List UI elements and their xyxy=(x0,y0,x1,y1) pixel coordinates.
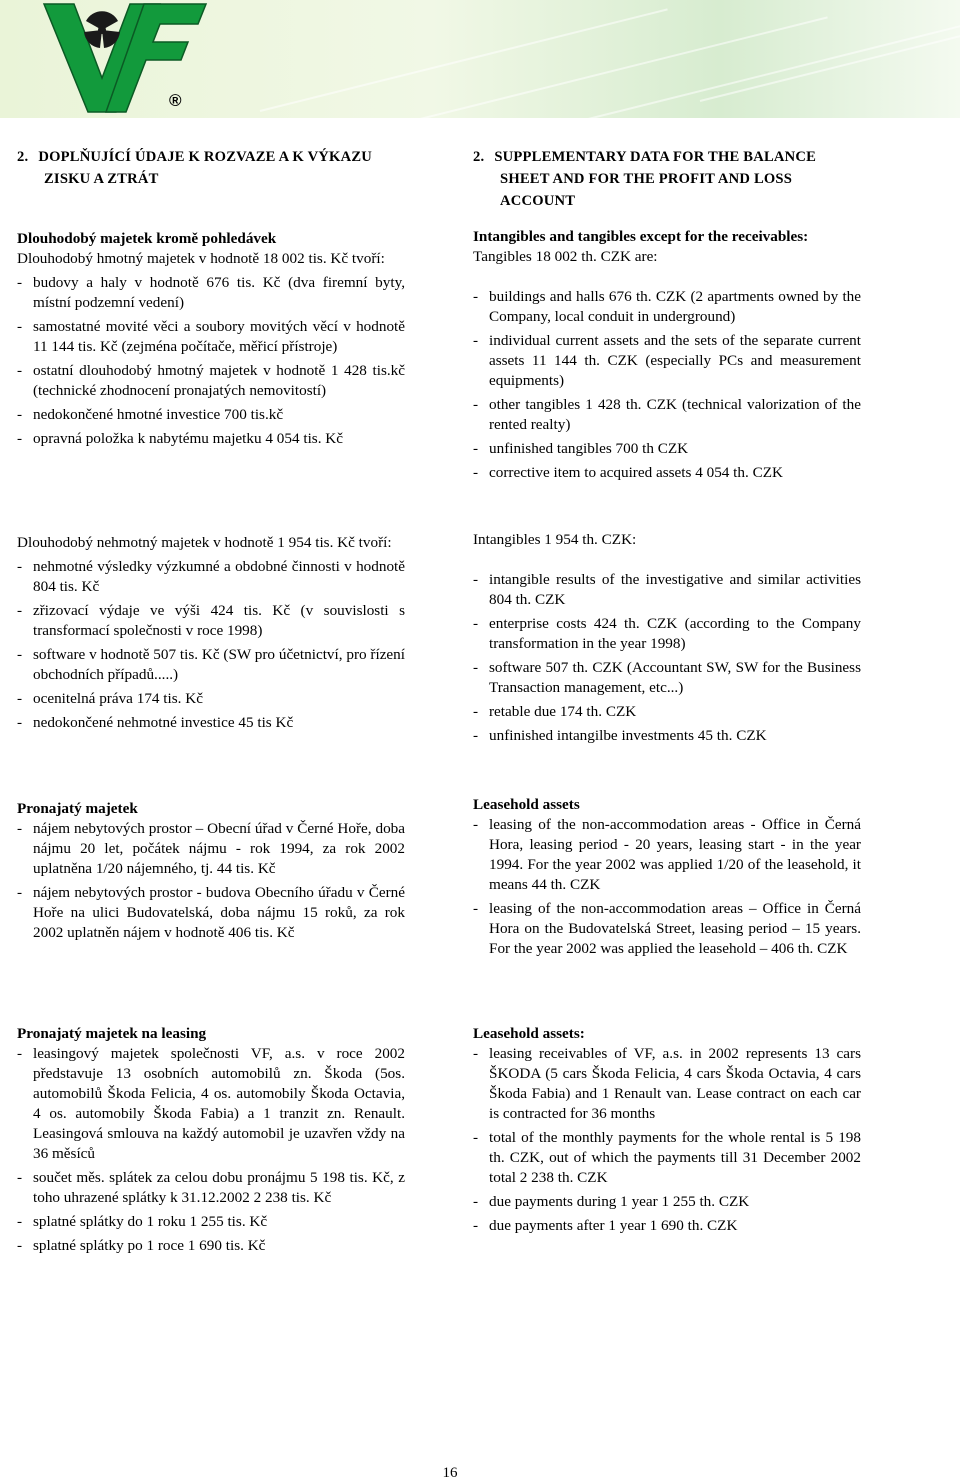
list-item: - opravná položka k nabytému majetku 4 054 tis. Kč xyxy=(17,429,405,449)
right-tangibles-intro: Tangibles 18 002 th. CZK are: xyxy=(473,248,658,265)
right-leasehold-section xyxy=(473,795,861,959)
page-number: 16 xyxy=(442,1465,458,1481)
list-item: - zřizovací výdaje ve výši 424 tis. Kč (v souvislosti s transformací společnosti v roce 1998) xyxy=(17,601,405,641)
left-section-title: 2. DOPLŇUJÍCÍ ÚDAJE K ROZVAZE A K VÝKAZU ZISKU A ZTRÁT xyxy=(17,149,373,187)
list-item: - nedokončené nehmotné investice 45 tis Kč xyxy=(17,713,405,733)
right-leasehold-list xyxy=(473,815,861,959)
right-leasing-heading: Leasehold assets: xyxy=(473,1025,585,1042)
list-item: - corrective item to acquired assets 4 054 th. CZK xyxy=(473,463,861,483)
list-item: - splatné splátky po 1 roce 1 690 tis. Kč xyxy=(17,1236,405,1256)
left-leased-list xyxy=(17,819,405,943)
left-leased-heading: Pronajatý majetek xyxy=(17,800,138,817)
left-tangibles-list xyxy=(17,273,405,449)
list-item: - total of the monthly payments for the whole rental is 5 198 th. CZK, out of which the payments till 31 December 2002 total 2 238 th. CZK xyxy=(473,1128,861,1188)
left-intangibles-list xyxy=(17,557,405,733)
left-intangibles-section xyxy=(17,533,405,733)
list-item: - nehmotné výsledky výzkumné a obdobné činnosti v hodnotě 804 tis. Kč xyxy=(17,557,405,597)
left-leasing-heading: Pronajatý majetek na leasing xyxy=(17,1025,207,1042)
list-item: - due payments after 1 year 1 690 th. CZK xyxy=(473,1216,861,1236)
left-intangibles-intro: Dlouhodobý nehmotný majetek v hodnotě 1 954 tis. Kč tvoří: xyxy=(17,534,392,551)
left-leased-section xyxy=(17,799,405,943)
list-item: - budovy a haly v hodnotě 676 tis. Kč (dva firemní byty, místní podzemní vedení) xyxy=(17,273,405,313)
list-item: - retable due 174 th. CZK xyxy=(473,702,861,722)
right-section-title: 2. SUPPLEMENTARY DATA FOR THE BALANCE SHEET AND FOR THE PROFIT AND LOSS ACCOUNT xyxy=(473,149,817,209)
list-item: - leasing receivables of VF, a.s. in 2002 represents 13 cars ŠKODA (5 cars Škoda Felicia, 4 cars Škoda Octavia, 4 cars Škoda Fabia) and 1 Renault van. Lease contract on each car is contracted for 36 months xyxy=(473,1044,861,1124)
right-tangibles-section xyxy=(473,227,861,483)
right-tangibles-list xyxy=(473,287,861,483)
list-item: - ostatní dlouhodobý hmotný majetek v hodnotě 1 428 tis.kč (technické zhodnocení pronajatých nemovitostí) xyxy=(17,361,405,401)
left-tangibles-intro: Dlouhodobý hmotný majetek v hodnotě 18 002 tis. Kč tvoří: xyxy=(17,250,385,267)
list-item: - due payments during 1 year 1 255 th. CZK xyxy=(473,1192,861,1212)
list-item: - buildings and halls 676 th. CZK (2 apartments owned by the Company, local conduit in underground) xyxy=(473,287,861,327)
left-tangibles-heading: Dlouhodobý majetek kromě pohledávek xyxy=(17,230,277,247)
left-leasing-section xyxy=(17,1024,405,1256)
right-intangibles-section xyxy=(473,530,861,746)
header-banner xyxy=(0,0,960,118)
list-item: - nájem nebytových prostor – Obecní úřad v Černé Hoře, doba nájmu 20 let, počátek nájmu - rok 1994, za rok 2002 uplatněna 1/20 nájemného, tj. 44 tis. Kč xyxy=(17,819,405,879)
right-tangibles-heading: Intangibles and tangibles except for the receivables: xyxy=(473,228,809,245)
list-item: - enterprise costs 424 th. CZK (according to the Company transformation in the year 1998) xyxy=(473,614,861,654)
list-item: - software 507 th. CZK (Accountant SW, SW for the Business Transaction management, etc...) xyxy=(473,658,861,698)
list-item: - leasingový majetek společnosti VF, a.s. v roce 2002 představuje 13 osobních automobilů zn. Škoda (5os. automobilů Škoda Felicia, 4 os. automobily Škoda Octavia, 4 os. automobily Škoda Fabia) a 1 tranzit zn. Renault. Leasingová smlouva na každý automobil je uzavřen vždy na 36 měsíců xyxy=(17,1044,405,1164)
list-item: - samostatné movité věci a soubory movitých věcí v hodnotě 11 144 tis. Kč (zejména počítače, měřicí přístroje) xyxy=(17,317,405,357)
right-intangibles-list xyxy=(473,570,861,746)
left-leasing-list xyxy=(17,1044,405,1256)
list-item: - individual current assets and the sets of the separate current assets 11 144 th. CZK (especially PCs and measurement equipments) xyxy=(473,331,861,391)
right-leasehold-heading: Leasehold assets xyxy=(473,796,580,813)
list-item: - nedokončené hmotné investice 700 tis.kč xyxy=(17,405,405,425)
vf-logo xyxy=(40,0,210,114)
list-item: - unfinished intangilbe investments 45 th. CZK xyxy=(473,726,861,746)
trefoil-icon xyxy=(84,11,120,48)
list-item: - leasing of the non-accommodation areas – Office in Černá Hora on the Budovatelská Street, leasing period – 15 years. For the year 2002 was applied the leasehold – 406 th. CZK xyxy=(473,899,861,959)
list-item: - nájem nebytových prostor - budova Obecního úřadu v Černé Hoře na ulici Budovatelská, doba nájmu 15 roků, za rok 2002 uplatněn nájem v hodnotě 406 tis. Kč xyxy=(17,883,405,943)
right-intangibles-intro: Intangibles 1 954 th. CZK: xyxy=(473,531,637,548)
list-item: - ocenitelná práva 174 tis. Kč xyxy=(17,689,405,709)
list-item: - leasing of the non-accommodation areas - Office in Černá Hora, leasing period - 20 years, leasing start - in the year 1994. For the year 2002 was applied 1/20 of the leasehold, it means 44 th. CZK xyxy=(473,815,861,895)
left-tangibles-section xyxy=(17,229,405,449)
registered-mark: ® xyxy=(169,91,182,110)
list-item: - splatné splátky do 1 roku 1 255 tis. Kč xyxy=(17,1212,405,1232)
list-item: - unfinished tangibles 700 th CZK xyxy=(473,439,861,459)
list-item: - intangible results of the investigative and similar activities 804 th. CZK xyxy=(473,570,861,610)
right-leasing-list xyxy=(473,1044,861,1236)
list-item: - other tangibles 1 428 th. CZK (technical valorization of the rented realty) xyxy=(473,395,861,435)
list-item: - software v hodnotě 507 tis. Kč (SW pro účetnictví, pro řízení obchodních případů.....) xyxy=(17,645,405,685)
right-leasing-section xyxy=(473,1024,861,1236)
list-item: - součet měs. splátek za celou dobu pronájmu 5 198 tis. Kč, z toho uhrazené splátky k 31.12.2002 2 238 tis. Kč xyxy=(17,1168,405,1208)
